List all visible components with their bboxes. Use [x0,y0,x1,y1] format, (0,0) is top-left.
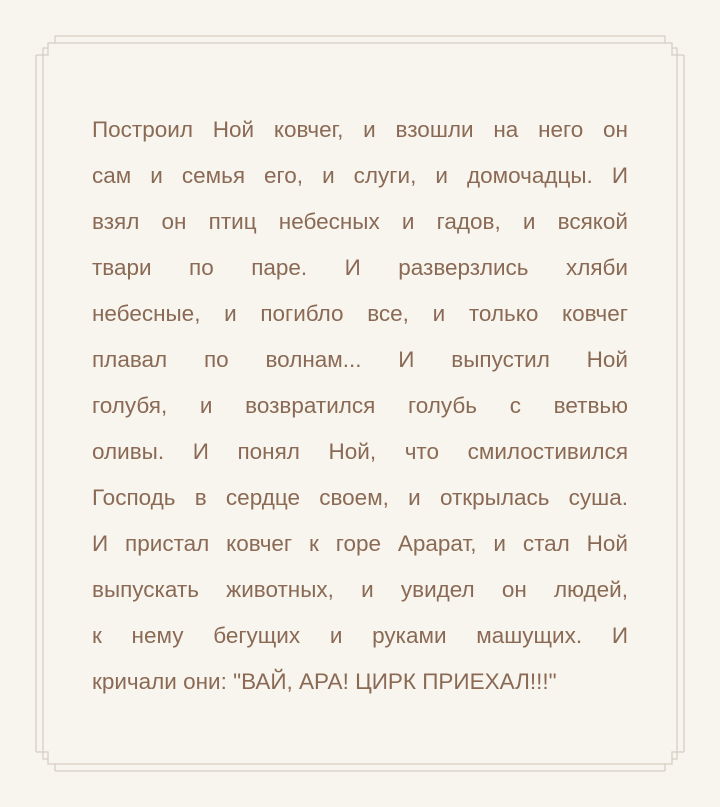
passage-line-3: взял он птиц небесных и гадов, и всякой [92,209,628,234]
passage-line-2: сам и семья его, и слуги, и домочадцы. И [92,163,628,188]
passage-text [92,107,628,705]
passage-line-12: к нему бегущих и руками машущих. И [92,623,628,648]
passage-line-11: выпускать животных, и увидел он людей, [92,577,628,602]
passage-line-8: оливы. И понял Ной, что смилостивился [92,439,628,464]
passage-line-1: Построил Ной ковчег, и взошли на него он [92,117,628,142]
corner-ornament-top-right [665,36,684,55]
passage-line-9: Господь в сердце своем, и открылась суша. [92,485,628,510]
corner-ornament-bottom-left [36,752,55,771]
passage-line-4: твари по паре. И разверзлись хляби [92,255,628,280]
corner-ornament-top-left [36,36,55,55]
passage-line-6: плавал по волнам... И выпустил Ной [92,347,628,372]
passage-line-13: кричали они: "ВАЙ, АРА! ЦИРК ПРИЕХАЛ!!!" [92,669,557,694]
passage-line-10: И пристал ковчег к горе Арарат, и стал Ной [92,531,628,556]
corner-ornament-bottom-right [665,752,684,771]
passage-line-5: небесные, и погибло все, и только ковчег [92,301,628,326]
passage-line-7: голубя, и возвратился голубь с ветвью [92,393,628,418]
